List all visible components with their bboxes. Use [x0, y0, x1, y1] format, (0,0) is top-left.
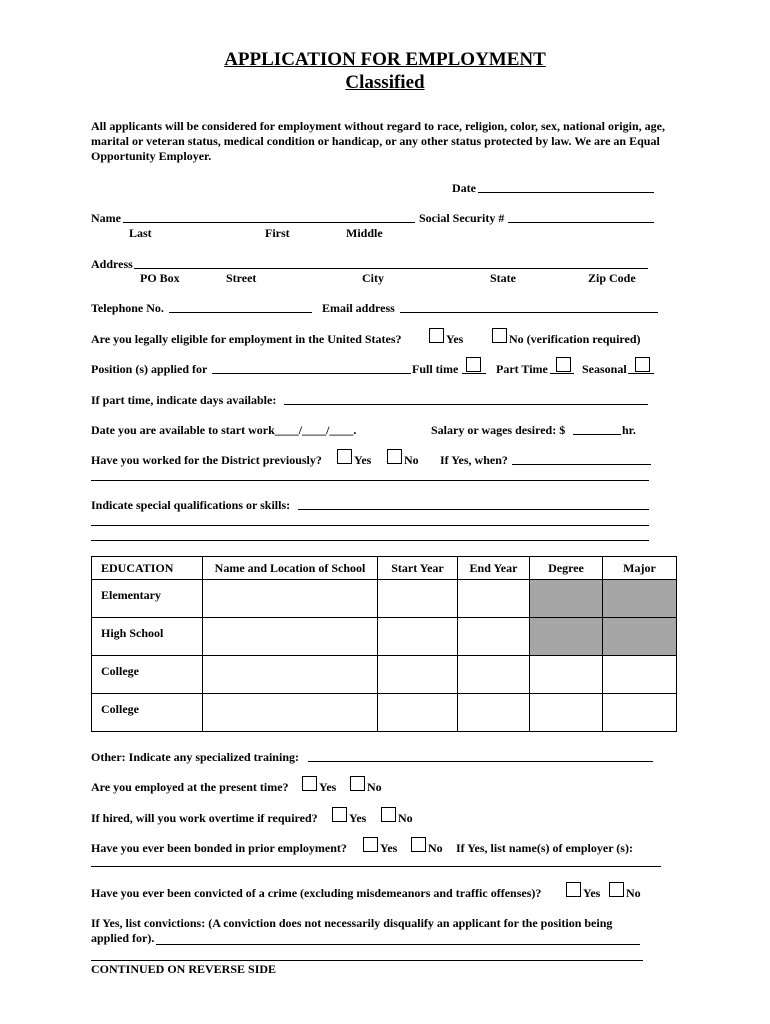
start-year-cell[interactable]: [378, 580, 458, 618]
worked-no-checkbox[interactable]: [387, 449, 402, 464]
major-cell[interactable]: [603, 656, 677, 694]
end-year-header: End Year: [458, 557, 530, 580]
row-label-elementary: Elementary: [92, 580, 203, 618]
address-street-caption: Street: [226, 271, 257, 285]
convicted-no-label: No: [626, 886, 641, 900]
salary-input-line[interactable]: [573, 434, 621, 435]
degree-header: Degree: [530, 557, 603, 580]
employed-question: Are you employed at the present time?: [91, 780, 289, 794]
worked-when-input-line[interactable]: [512, 464, 651, 465]
start-year-header: Start Year: [378, 557, 458, 580]
convicted-question: Have you ever been convicted of a crime (excluding misdemeanors and traffic offenses)?: [91, 886, 542, 900]
qualifications-extra-line-2[interactable]: [91, 540, 649, 541]
bonded-list-input-line[interactable]: [91, 866, 661, 867]
email-label: Email address: [322, 301, 395, 315]
degree-cell-disabled: [530, 580, 603, 618]
address-state-caption: State: [490, 271, 516, 285]
worked-when-label: If Yes, when?: [440, 453, 508, 467]
convicted-yes-checkbox[interactable]: [566, 882, 581, 897]
equal-opportunity-statement: All applicants will be considered for employment without regard to race, religion, color, sex, national origin, age, marital or veteran status, medical condition or handicap, or any other status protected by law. We are an Equal Opportunity Employer.: [91, 119, 665, 163]
worked-when-extra-line[interactable]: [91, 480, 649, 481]
salary-label: Salary or wages desired: $: [431, 423, 566, 437]
page-title: APPLICATION FOR EMPLOYMENT: [224, 49, 546, 70]
seasonal-checkbox[interactable]: [635, 357, 650, 372]
employed-yes-label: Yes: [319, 780, 337, 794]
convictions-input-line[interactable]: [156, 944, 640, 945]
email-input-line[interactable]: [400, 312, 658, 313]
ssn-input-line[interactable]: [508, 222, 654, 223]
address-city-caption: City: [362, 271, 384, 285]
page-subtitle: Classified: [345, 72, 425, 93]
degree-cell[interactable]: [530, 656, 603, 694]
employed-no-label: No: [367, 780, 382, 794]
overtime-yes-checkbox[interactable]: [332, 807, 347, 822]
start-date-field[interactable]: Date you are available to start work____/____/____.: [91, 423, 357, 437]
overtime-no-label: No: [398, 811, 413, 825]
school-cell[interactable]: [203, 694, 378, 732]
eligible-yes-checkbox[interactable]: [429, 328, 444, 343]
bonded-list-label: If Yes, list name(s) of employer (s):: [456, 841, 633, 855]
telephone-input-line[interactable]: [169, 312, 312, 313]
address-input-line[interactable]: [134, 268, 648, 269]
continued-notice: CONTINUED ON REVERSE SIDE: [91, 962, 277, 976]
row-label-high-school: High School: [92, 618, 203, 656]
major-cell-disabled: [603, 580, 677, 618]
worked-no-label: No: [404, 453, 419, 467]
school-header: Name and Location of School: [203, 557, 378, 580]
end-year-cell[interactable]: [458, 694, 530, 732]
education-header-row: [92, 557, 677, 580]
seasonal-underline: [628, 373, 654, 374]
salary-suffix: hr.: [622, 423, 636, 437]
row-label-college-2: College: [92, 694, 203, 732]
overtime-question: If hired, will you work overtime if required?: [91, 811, 318, 825]
days-available-label: If part time, indicate days available:: [91, 393, 277, 407]
school-cell[interactable]: [203, 656, 378, 694]
degree-cell-disabled: [530, 618, 603, 656]
convictions-extra-line[interactable]: [91, 960, 643, 961]
overtime-no-checkbox[interactable]: [381, 807, 396, 822]
name-label: Name: [91, 211, 121, 225]
part-time-checkbox[interactable]: [556, 357, 571, 372]
employed-yes-checkbox[interactable]: [302, 776, 317, 791]
end-year-cell[interactable]: [458, 618, 530, 656]
convicted-yes-label: Yes: [583, 886, 601, 900]
start-year-cell[interactable]: [378, 694, 458, 732]
convictions-list-label: If Yes, list convictions: (A conviction does not necessarily disqualify an applicant for the position being applied for).: [91, 916, 613, 945]
convicted-no-checkbox[interactable]: [609, 882, 624, 897]
major-cell[interactable]: [603, 694, 677, 732]
position-label: Position (s) applied for: [91, 362, 208, 376]
eligible-yes-label: Yes: [446, 332, 464, 346]
seasonal-label: Seasonal: [582, 362, 627, 376]
bonded-yes-label: Yes: [380, 841, 398, 855]
training-input-line[interactable]: [308, 761, 653, 762]
name-middle-caption: Middle: [346, 226, 383, 240]
start-year-cell[interactable]: [378, 618, 458, 656]
bonded-no-label: No: [428, 841, 443, 855]
end-year-cell[interactable]: [458, 580, 530, 618]
worked-yes-checkbox[interactable]: [337, 449, 352, 464]
worked-yes-label: Yes: [354, 453, 372, 467]
qualifications-extra-line-1[interactable]: [91, 525, 649, 526]
bonded-yes-checkbox[interactable]: [363, 837, 378, 852]
worked-district-question: Have you worked for the District previously?: [91, 453, 322, 467]
eligibility-question: Are you legally eligible for employment in the United States?: [91, 332, 402, 346]
table-row: [92, 618, 677, 656]
school-cell[interactable]: [203, 580, 378, 618]
education-header: EDUCATION: [92, 557, 203, 580]
address-pobox-caption: PO Box: [140, 271, 180, 285]
full-time-underline: [462, 373, 486, 374]
education-table: [91, 556, 677, 732]
days-available-input-line[interactable]: [284, 404, 648, 405]
major-header: Major: [603, 557, 677, 580]
training-label: Other: Indicate any specialized training:: [91, 750, 299, 764]
qualifications-input-line[interactable]: [298, 509, 649, 510]
address-label: Address: [91, 257, 133, 271]
school-cell[interactable]: [203, 618, 378, 656]
name-last-caption: Last: [129, 226, 152, 240]
start-year-cell[interactable]: [378, 656, 458, 694]
full-time-label: Full time: [412, 362, 459, 376]
name-first-caption: First: [265, 226, 290, 240]
bonded-no-checkbox[interactable]: [411, 837, 426, 852]
bonded-question: Have you ever been bonded in prior employment?: [91, 841, 347, 855]
employed-no-checkbox[interactable]: [350, 776, 365, 791]
eligible-no-label: No (verification required): [509, 332, 641, 346]
table-row: [92, 656, 677, 694]
qualifications-label: Indicate special qualifications or skills:: [91, 498, 291, 512]
degree-cell[interactable]: [530, 694, 603, 732]
major-cell-disabled: [603, 618, 677, 656]
overtime-yes-label: Yes: [349, 811, 367, 825]
full-time-checkbox[interactable]: [466, 357, 481, 372]
date-label: Date: [452, 181, 476, 195]
eligible-no-checkbox[interactable]: [492, 328, 507, 343]
name-input-line[interactable]: [123, 222, 415, 223]
table-row: [92, 694, 677, 732]
ssn-label: Social Security #: [419, 211, 505, 225]
part-time-underline: [550, 373, 574, 374]
date-input-line[interactable]: [478, 192, 654, 193]
telephone-label: Telephone No.: [91, 301, 164, 315]
position-input-line[interactable]: [212, 373, 411, 374]
part-time-label: Part Time: [496, 362, 548, 376]
end-year-cell[interactable]: [458, 656, 530, 694]
address-zip-caption: Zip Code: [588, 271, 636, 285]
table-row: [92, 580, 677, 618]
row-label-college: College: [92, 656, 203, 694]
